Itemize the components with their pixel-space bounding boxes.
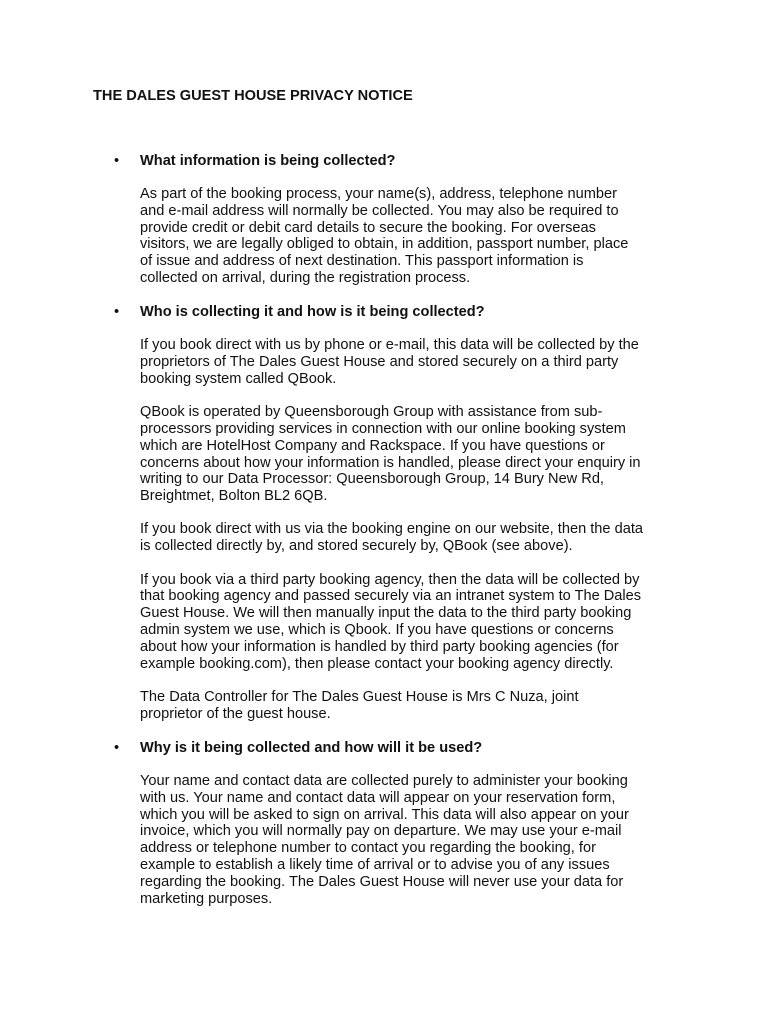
section-paragraph: The Data Controller for The Dales Guest House is Mrs C Nuza, joint proprietor of the guest house. <box>140 688 579 722</box>
document-title: THE DALES GUEST HOUSE PRIVACY NOTICE <box>93 88 413 104</box>
section-paragraph: If you book direct with us via the booking engine on our website, then the data is collected directly by, and stored securely by, QBook (see above). <box>140 521 643 555</box>
bullet-icon: • <box>114 739 120 756</box>
section-who-is-collecting <box>0 303 770 722</box>
section-paragraph: If you book via a third party booking agency, then the data will be collected by that booking agency and passed securely via an intranet system to The Dales Guest House. We will then manually input the data to the third party booking admin system we use, which is Qbook. If you have questions or concerns about how your information is handled by third party booking agencies (for example booking.com), then please contact your booking agency directly. <box>140 571 642 672</box>
bullet-icon: • <box>114 153 120 169</box>
section-paragraph: If you book direct with us by phone or e-mail, this data will be collected by the proprietors of The Dales Guest House and stored securely on a third party booking system called QBook. <box>140 337 639 387</box>
section-heading: Why is it being collected and how will it be used? <box>140 739 483 756</box>
sections-list <box>0 152 770 923</box>
section-paragraph: QBook is operated by Queensborough Group with assistance from sub- processors providing services in connection with our online booking system which are HotelHost Company and Rackspace. If you have questions or concerns about how your information is handled, please direct your enquiry in writing to our Data Processor: Queensborough Group, 14 Bury New Rd, Breightmet, Bolton BL2 6QB. <box>140 404 641 505</box>
bullet-icon: • <box>114 304 120 321</box>
section-paragraph: As part of the booking process, your name(s), address, telephone number and e-mail address will normally be collected. You may also be required to provide credit or debit card details to secure the booking. For overseas visitors, we are legally obliged to obtain, in addition, passport number, place of issue and address of next destination. This passport information is collected on arrival, during the registration process. <box>140 186 629 286</box>
section-why-collected <box>0 739 770 907</box>
section-heading: Who is collecting it and how is it being collected? <box>140 304 485 321</box>
section-heading: What information is being collected? <box>140 153 396 169</box>
section-what-information <box>0 152 770 287</box>
section-paragraph: Your name and contact data are collected purely to administer your booking with us. Your name and contact data will appear on your reservation form, which you will be asked to sign on arrival. This data will also appear on your invoice, which you will normally pay on departure. We may use your e-mail address or telephone number to contact you regarding the booking, for example to establish a likely time of arrival or to advise you of any issues regarding the booking. The Dales Guest House will never use your data for marketing purposes. <box>140 772 629 907</box>
